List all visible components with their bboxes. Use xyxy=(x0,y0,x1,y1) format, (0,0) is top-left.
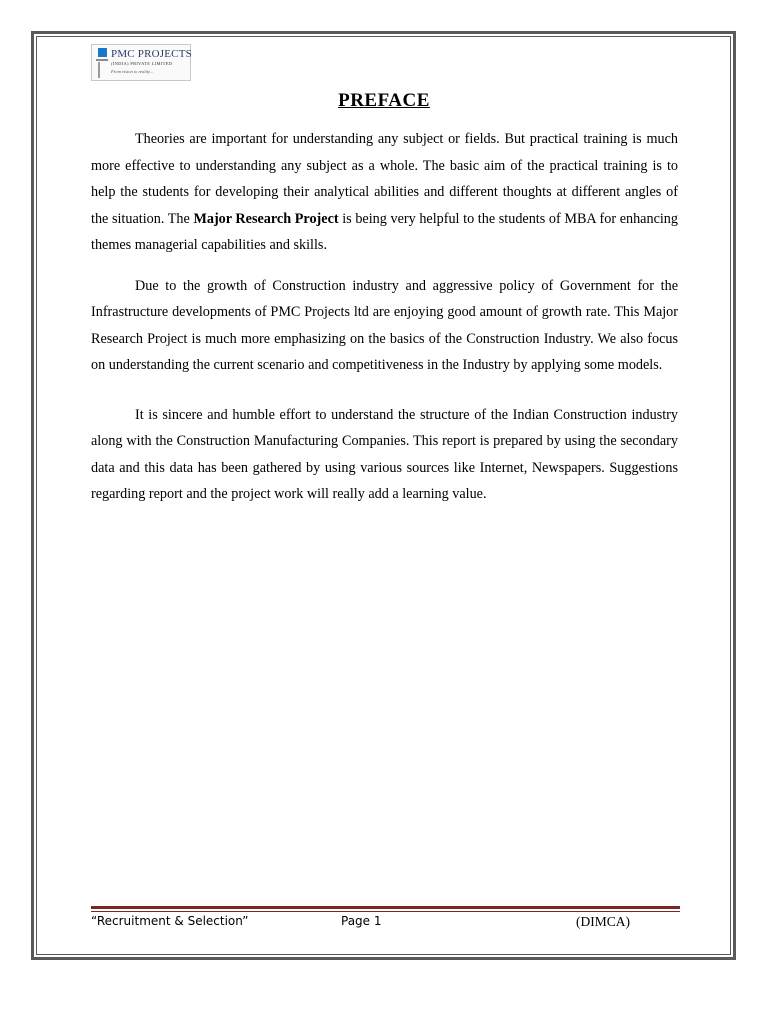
paragraph-1-text-b: is being very helpful to the students of MBA for enhancing themes managerial capabilities and skills. xyxy=(91,210,678,253)
company-logo xyxy=(91,44,191,81)
paragraph-2: Due to the growth of Construction industry and aggressive policy of Government for the Infrastructure developments of PMC Projects ltd are enjoying good amount of growth rate. This Major Research Project is much more emphasizing on the basics of the Construction Industry. We also focus on understanding the current scenario and competitiveness in the Industry by applying some models. xyxy=(91,277,678,373)
logo-mark-icon xyxy=(96,48,108,78)
footer-page-number: Page 1 xyxy=(341,914,382,928)
paragraph-3: It is sincere and humble effort to understand the structure of the Indian Construction industry along with the Construction Manufacturing Companies. This report is prepared by using the secondary data and this data has been gathered by using various sources like Internet, Newspapers. Suggestions regarding report and the project work will really add a learning value. xyxy=(91,406,678,502)
paragraph-1-bold: Major Research Project xyxy=(193,210,339,227)
paragraph-1-text-a: Theories are important for understanding any subject or fields. But practical training is much more effective to understanding any subject as a whole. The basic aim of the practical training is to help the students for developing their analytical abilities and different thoughts at different angles of the situation. The xyxy=(91,131,678,227)
page-title: PREFACE xyxy=(338,90,430,111)
footer-institute: (DIMCA) xyxy=(576,914,630,929)
footer-report-title: “Recruitment & Selection” xyxy=(91,914,249,928)
logo-name: PMC PROJECTS xyxy=(111,48,192,60)
document-body xyxy=(91,126,678,508)
paragraph-1 xyxy=(91,126,678,259)
footer-divider xyxy=(91,906,680,909)
logo-tagline: From vision to reality... xyxy=(111,69,154,74)
footer-divider-thin xyxy=(91,911,680,912)
logo-subtitle: (INDIA) PRIVATE LIMITED xyxy=(111,61,173,66)
